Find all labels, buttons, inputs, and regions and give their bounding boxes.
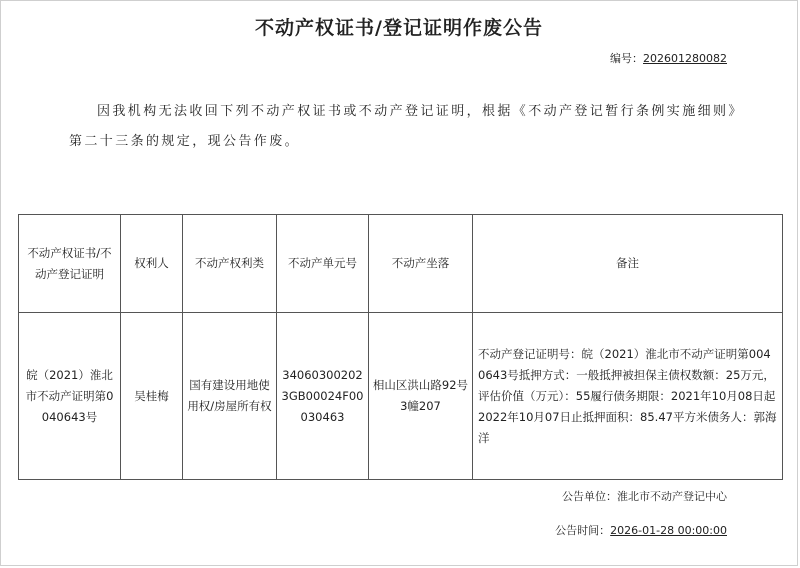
intro-paragraph: 因我机构无法收回下列不动产权证书或不动产登记证明，根据《不动产登记暂行条例实施细则》第二十三条的规定，现公告作废。	[69, 104, 738, 149]
document-number-value: 202601280082	[643, 52, 727, 65]
header-location: 不动产坐落	[369, 215, 473, 313]
document-number	[610, 50, 727, 66]
certificate-table	[18, 214, 783, 480]
cell-location: 相山区洪山路92号3幢207	[369, 313, 473, 480]
page-title: 不动产权证书/登记证明作废公告	[255, 17, 543, 39]
cell-right-type: 国有建设用地使用权/房屋所有权	[183, 313, 277, 480]
cell-note: 不动产登记证明号：皖（2021）淮北市不动产证明第0040643号抵押方式：一般抵押被担保主债权数额：25万元，评估价值（万元）：55履行债务期限：2021年10月08日起2022年10月07日止抵押面积：85.47平方米债务人：郭海洋	[473, 313, 783, 480]
header-unit-number: 不动产单元号	[277, 215, 369, 313]
header-certificate: 不动产权证书/不动产登记证明	[19, 215, 121, 313]
announcement-time-value: 2026-01-28 00:00:00	[610, 524, 727, 537]
header-note: 备注	[473, 215, 783, 313]
cell-certificate: 皖（2021）淮北市不动产证明第0040643号	[19, 313, 121, 480]
table-row	[19, 313, 783, 480]
announcing-unit-label: 公告单位：	[562, 490, 617, 503]
announcing-unit-value: 淮北市不动产登记中心	[617, 490, 727, 503]
announcement-time-label: 公告时间：	[555, 524, 611, 537]
header-right-type: 不动产权利类	[183, 215, 277, 313]
header-owner: 权利人	[121, 215, 183, 313]
table-header-row	[19, 215, 783, 313]
cell-unit-number: 340603002023GB00024F00030463	[277, 313, 369, 480]
document-number-label: 编号：	[610, 52, 644, 65]
cell-owner: 吴桂梅	[121, 313, 183, 480]
announcing-unit	[562, 488, 727, 504]
announcement-time	[555, 522, 727, 538]
